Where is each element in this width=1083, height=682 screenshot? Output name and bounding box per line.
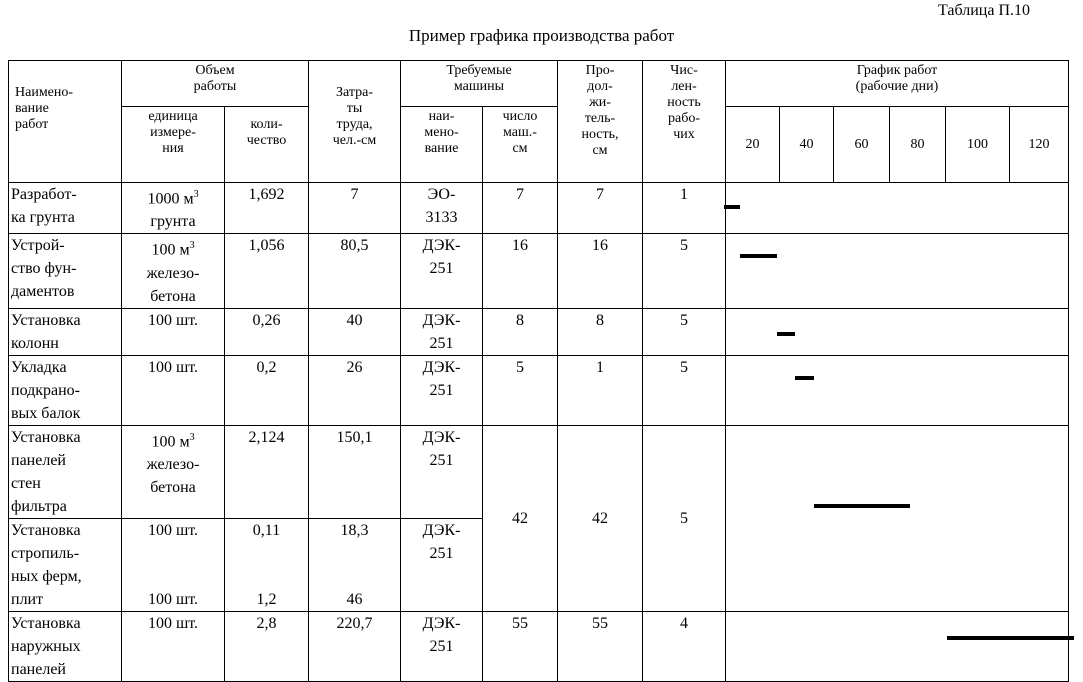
labor-cell: 150,1 <box>309 425 401 518</box>
gantt-cell <box>726 355 1069 425</box>
tick-label: 120 <box>1010 107 1069 183</box>
gantt-cell <box>726 234 1069 308</box>
duration-cell: 42 <box>558 425 643 611</box>
machine-cell: ДЭК- 251 <box>401 425 483 518</box>
machine-count-cell: 55 <box>483 611 558 681</box>
header-machine-count: число маш.- см <box>483 107 558 183</box>
page-title: Пример графика производства работ <box>408 26 675 45</box>
workers-cell: 5 <box>643 425 726 611</box>
work-name: Установка наружных панелей <box>9 611 122 681</box>
header-machine-name: наи- мено- вание <box>401 107 483 183</box>
machine-count-cell: 8 <box>483 308 558 355</box>
workers-cell: 4 <box>643 611 726 681</box>
duration-cell: 8 <box>558 308 643 355</box>
tick-label: 20 <box>726 107 780 183</box>
work-name: Разработ- ка грунта <box>9 183 122 234</box>
qty-cell: 2,8 <box>225 611 309 681</box>
gantt-cell <box>726 308 1069 355</box>
gantt-cell <box>726 425 1069 611</box>
machine-cell: ЭО- 3133 <box>401 183 483 234</box>
header-machines: Требуемые машины <box>401 61 558 107</box>
tick-label: 100 <box>946 107 1010 183</box>
unit-cell: 100 шт. <box>122 611 225 681</box>
duration-cell: 1 <box>558 355 643 425</box>
labor-cell: 80,5 <box>309 234 401 308</box>
unit-cell: 1000 $м^3$ грунта <box>122 183 225 234</box>
header-labor: Затра- ты труда, чел.-см <box>309 61 401 183</box>
machine-cell: ДЭК- 251 <box>401 518 483 611</box>
gantt-bar <box>795 376 813 380</box>
table-caption: Таблица П.10 <box>938 2 1030 19</box>
tick-label: 80 <box>890 107 946 183</box>
unit-cell: 100 шт. <box>122 308 225 355</box>
workers-cell: 1 <box>643 183 726 234</box>
work-name: Укладка подкрано- вых балок <box>9 355 122 425</box>
duration-cell: 55 <box>558 611 643 681</box>
workers-cell: 5 <box>643 308 726 355</box>
header-qty: коли- чество <box>225 107 309 183</box>
table-row <box>9 355 1069 425</box>
gantt-bar <box>777 332 795 336</box>
gantt-cell <box>726 183 1069 234</box>
header-volume: Объем работы <box>122 61 309 107</box>
machine-count-cell: 42 <box>483 425 558 611</box>
table-row <box>9 425 1069 518</box>
qty-cell: 0,26 <box>225 308 309 355</box>
workers-cell: 5 <box>643 234 726 308</box>
qty-cell: 1,692 <box>225 183 309 234</box>
table-row <box>9 183 1069 234</box>
workers-cell: 5 <box>643 355 726 425</box>
machine-cell: ДЭК- 251 <box>401 611 483 681</box>
machine-cell: ДЭК- 251 <box>401 355 483 425</box>
gantt-bar <box>740 254 777 258</box>
gantt-bar <box>724 205 740 209</box>
machine-count-cell: 7 <box>483 183 558 234</box>
unit-cell: 100 $м^3$ железо- бетона <box>122 425 225 518</box>
work-name: Установка колонн <box>9 308 122 355</box>
table-row <box>9 308 1069 355</box>
header-unit: единица измере- ния <box>122 107 225 183</box>
table-row <box>9 611 1069 681</box>
unit-cell: 100 шт. <box>122 355 225 425</box>
header-schedule: График работ (рабочие дни) <box>726 61 1069 107</box>
unit-cell: 100 шт. 100 шт. <box>122 518 225 611</box>
labor-cell: 26 <box>309 355 401 425</box>
table-row <box>9 234 1069 308</box>
machine-count-cell: 16 <box>483 234 558 308</box>
header-workers: Чис- лен- ность рабо- чих <box>643 61 726 183</box>
work-name: Устрой- ство фун- даментов <box>9 234 122 308</box>
header-name: Наимено- вание работ <box>9 61 122 183</box>
tick-label: 40 <box>780 107 834 183</box>
labor-cell: 40 <box>309 308 401 355</box>
work-name: Установка панелей стен фильтра <box>9 425 122 518</box>
work-name: Установка стропиль- ных ферм, плит <box>9 518 122 611</box>
machine-cell: ДЭК- 251 <box>401 308 483 355</box>
duration-cell: 16 <box>558 234 643 308</box>
qty-cell: 2,124 <box>225 425 309 518</box>
header-duration: Про- дол- жи- тель- ность, см <box>558 61 643 183</box>
unit-cell: 100 $м^3$ железо- бетона <box>122 234 225 308</box>
labor-cell: 220,7 <box>309 611 401 681</box>
gantt-bar <box>947 636 1074 640</box>
machine-cell: ДЭК- 251 <box>401 234 483 308</box>
qty-cell: 1,056 <box>225 234 309 308</box>
gantt-cell <box>726 611 1069 681</box>
qty-cell: 0,11 1,2 <box>225 518 309 611</box>
gantt-bar <box>814 504 911 508</box>
qty-cell: 0,2 <box>225 355 309 425</box>
duration-cell: 7 <box>558 183 643 234</box>
schedule-table <box>8 60 1069 682</box>
tick-label: 60 <box>834 107 890 183</box>
labor-cell: 7 <box>309 183 401 234</box>
labor-cell: 18,3 46 <box>309 518 401 611</box>
machine-count-cell: 5 <box>483 355 558 425</box>
